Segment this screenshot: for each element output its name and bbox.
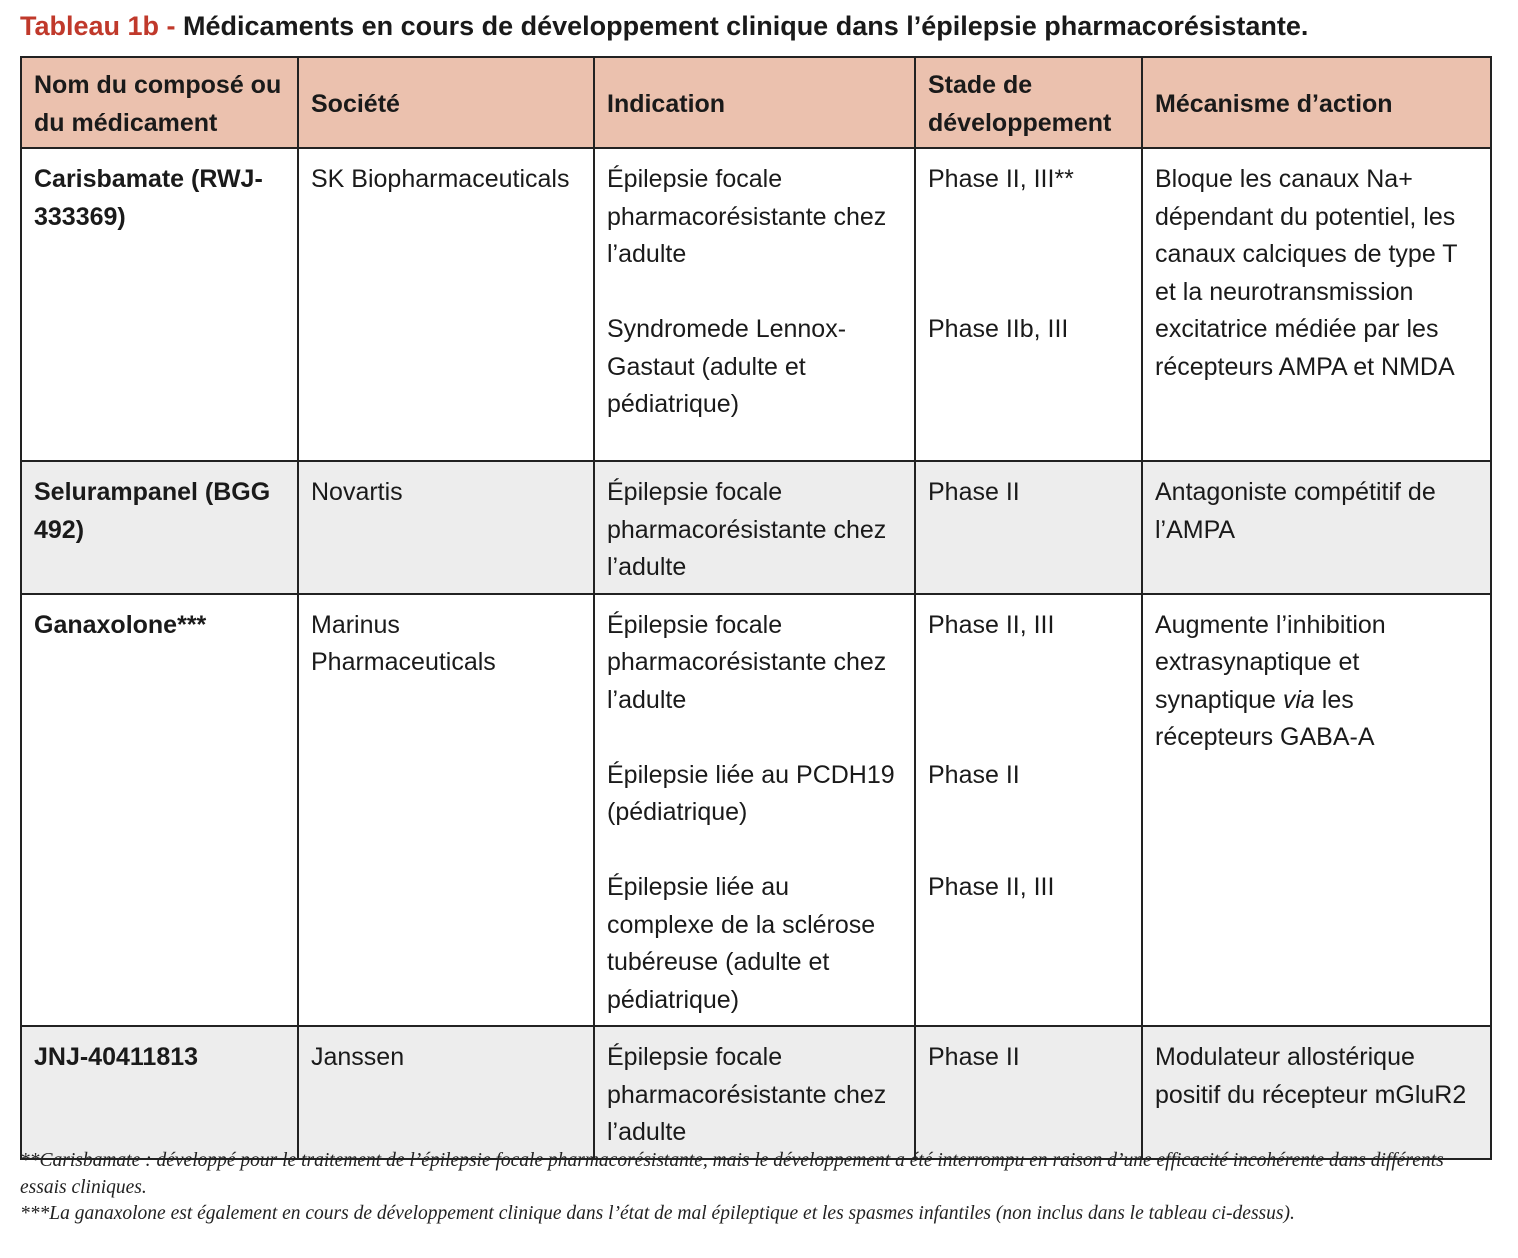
compound-cell: Ganaxolone*** <box>21 594 298 1027</box>
indication-item: Épilepsie liée au complexe de la sclérose tubéreuse (adulte et pédiatrique) <box>607 873 876 1014</box>
mechanism-cell: Antagoniste compétitif de l’AMPA <box>1142 461 1491 594</box>
company-cell: Janssen <box>298 1026 594 1159</box>
compound-cell: Carisbamate (RWJ-333369) <box>21 148 298 461</box>
table-title-text: Médicaments en cours de développement clinique dans l’épilepsie pharmacorésistante. <box>183 11 1309 41</box>
footnote: ***La ganaxolone est également en cours de développement clinique dans l’état de mal épileptique et les spasmes infantiles (non inclus dans le tableau ci-dessus). <box>20 1203 1295 1224</box>
table-title <box>20 8 1510 44</box>
indication-cell <box>594 594 915 1027</box>
indication-cell <box>594 461 915 594</box>
compound-cell: JNJ-40411813 <box>21 1026 298 1159</box>
header-company: Société <box>298 57 594 148</box>
indication-cell <box>594 148 915 461</box>
company-cell: Marinus Pharmaceuticals <box>298 594 594 1027</box>
indication-item: Épilepsie focale pharmacorésistante chez l’adulte <box>607 1043 887 1146</box>
stage-cell <box>915 1026 1142 1159</box>
table-title-prefix: Tableau 1b - <box>20 11 184 41</box>
footnotes <box>20 1148 1490 1228</box>
mechanism-text: les récepteurs GABA-A <box>1155 685 1375 751</box>
stage-cell <box>915 148 1142 461</box>
stage-cell <box>915 594 1142 1027</box>
table-row <box>21 1026 1491 1159</box>
compound-cell: Selurampanel (BGG 492) <box>21 461 298 594</box>
table-header-row <box>21 57 1491 148</box>
mechanism-cell: Modulateur allostérique positif du récepteur mGluR2 <box>1142 1026 1491 1159</box>
stage-item: Phase II, III <box>928 873 1055 901</box>
stage-item: Phase IIb, III <box>928 315 1069 343</box>
indication-item: Syndromede Lennox-Gastaut (adulte et pédiatrique) <box>607 315 847 418</box>
table-row <box>21 148 1491 461</box>
company-cell: Novartis <box>298 461 594 594</box>
table-row <box>21 461 1491 594</box>
indication-item: Épilepsie liée au PCDH19 (pédiatrique) <box>607 760 895 826</box>
stage-item: Phase II <box>928 478 1020 506</box>
mechanism-italic: via <box>1282 685 1315 714</box>
footnote: **Carisbamate : développé pour le traitement de l’épilepsie focale pharmacorésistante, mais le développement a été interrompu en raison d’une efficacité incohérente dans différents essais cliniques. <box>20 1150 1444 1198</box>
stage-item: Phase II <box>928 760 1020 789</box>
stage-item: Phase II <box>928 1043 1020 1071</box>
table-row <box>21 594 1491 1027</box>
company-cell: SK Biopharmaceuticals <box>298 148 594 461</box>
indication-item: Épilepsie focale pharmacorésistante chez l’adulte <box>607 478 887 581</box>
header-stage: Stade de développement <box>915 57 1142 148</box>
stage-item: Phase II, III** <box>928 165 1074 193</box>
mechanism-cell: Bloque les canaux Na+ dépendant du potentiel, les canaux calciques de type T et la neurotransmission excitatrice médiée par les récepteurs AMPA et NMDA <box>1142 148 1491 461</box>
stage-item: Phase II, III <box>928 610 1055 639</box>
indication-item: Épilepsie focale pharmacorésistante chez l’adulte <box>607 610 887 714</box>
stage-cell <box>915 461 1142 594</box>
mechanism-cell <box>1142 594 1491 1027</box>
header-mechanism: Mécanisme d’action <box>1142 57 1491 148</box>
mechanism-text: Augmente l’inhibition extrasynaptique et synaptique <box>1155 610 1386 714</box>
header-indication: Indication <box>594 57 915 148</box>
indication-item: Épilepsie focale pharmacorésistante chez l’adulte <box>607 165 887 268</box>
header-compound: Nom du composé ou du médicament <box>21 57 298 148</box>
indication-cell <box>594 1026 915 1159</box>
drug-table <box>20 56 1492 1160</box>
